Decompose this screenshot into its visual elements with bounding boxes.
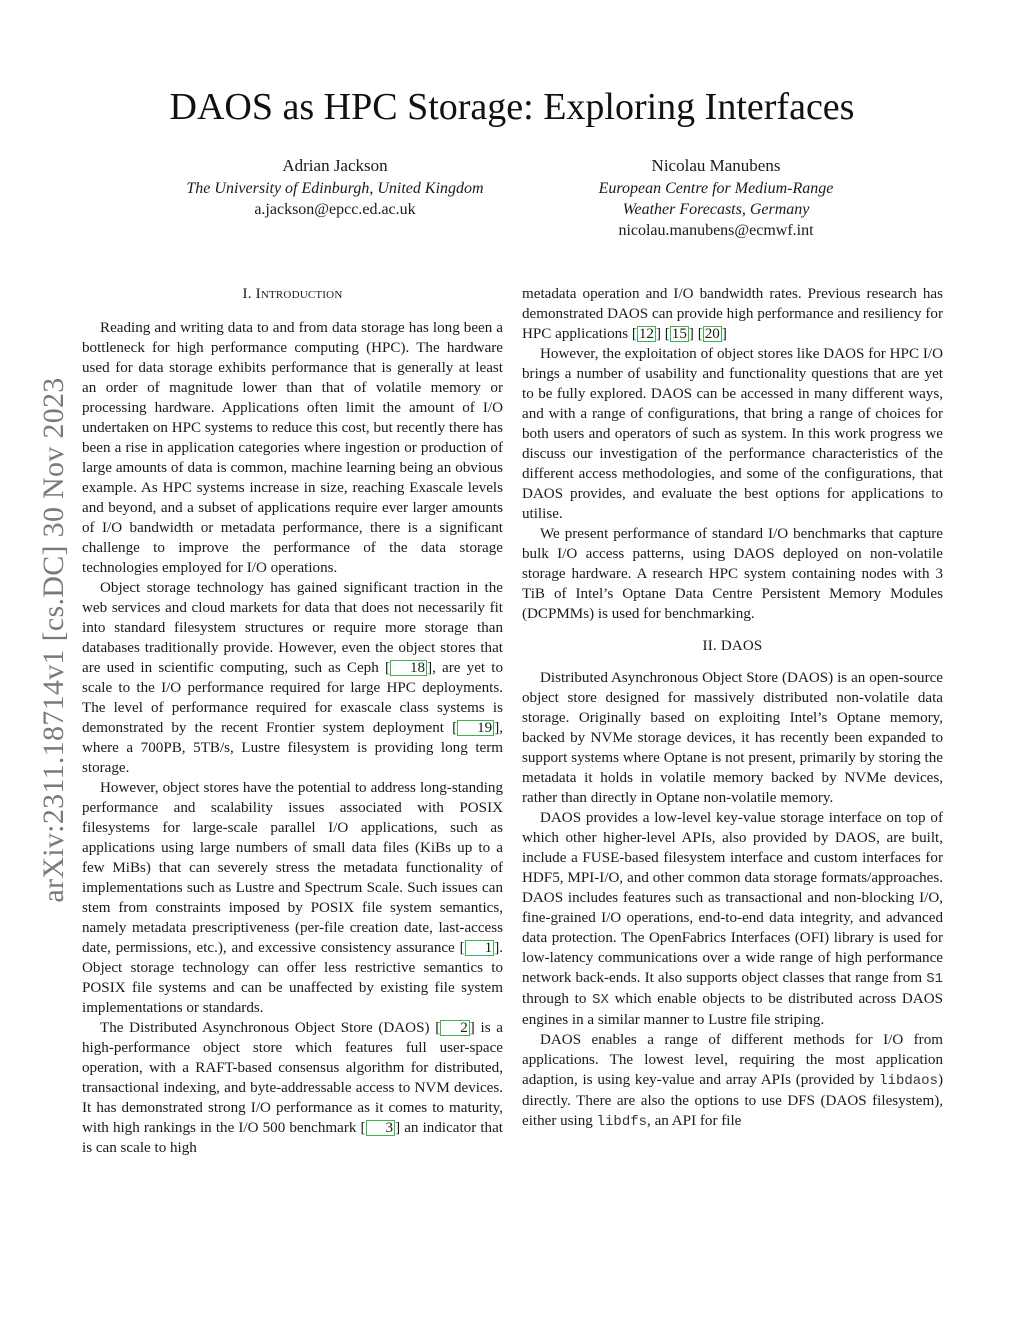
citation-link[interactable]: 20 [704, 326, 720, 342]
author-name: Adrian Jackson [282, 156, 388, 175]
paragraph: DAOS provides a low-level key-value storage interface on top of which other higher-level APIs, also provided by DAOS, are built, include a FUSE-based filesystem interface and custom interfaces for HDF5, MPI-I/O, and other common data storage formats/approaches. DAOS includes features such as transactional and non-blocking I/O, fine-grained I/O operations, end-to-end data integrity, and advanced data protection. The OpenFabrics Interfaces (OFI) library is used for low-latency communications over a wide range of high performance network back-ends. It also supports object classes that range from S1 through to SX which enable objects to be distributed across DAOS engines in a similar manner to Lustre file striping. [522, 810, 944, 1028]
author-name: Nicolau Manubens [651, 156, 781, 175]
paragraph: The Distributed Asynchronous Object Store (DAOS) [ 2 ] is a high-performance object store which features full user-space operation, with a RAFT-based consensus algorithm for distributed, transactional indexing, and byte-addressable access to NVM devices. It has demonstrated strong I/O performance as it comes to maturity, with high rankings in the I/O 500 benchmark [ 3 ] an indicator that is can scale to high [82, 1020, 503, 1156]
author-email: nicolau.manubens@ecmwf.int [618, 222, 814, 239]
section-heading-introduction [82, 284, 503, 304]
paragraph: However, object stores have the potential to address long-standing performance and scalability issues associated with POSIX filesystems for large-scale parallel I/O applications, such as applications using large numbers of small data files (KiBs up to a few MiBs) that can severely stress the metadata functionality of implementations such as Lustre and Spectrum Scale. Such issues can stem from constraints imposed by POSIX file system semantics, namely metadata prescriptiveness (per-file creation date, last-access date, permissions, etc.), and excessive consistency assurance [ 1 ]. Object storage technology can offer less restrictive semantics to POSIX file systems and can be unaffected by existing file system implementations or standards. [82, 780, 503, 1016]
code-literal: libdaos [879, 1073, 938, 1089]
author-affiliation: Weather Forecasts, Germany [622, 201, 810, 218]
paper-title: DAOS as HPC Storage: Exploring Interfaces [169, 86, 855, 128]
right-column [522, 284, 943, 1132]
citation-link[interactable]: 18 [390, 660, 427, 676]
paragraph: Distributed Asynchronous Object Store (DAOS) is an open-source object store designed for massively distributed non-volatile data storage. Originally based on exploiting Intel’s Optane memory, backed by NVMe storage devices, it has recently been expanded to support systems where Optane is not present, primarily by storing the metadata it holds in volatile memory backed by NVMe devices, rather than directly in Optane non-volatile memory. [522, 670, 943, 806]
code-literal: SX [592, 992, 609, 1008]
left-column [82, 284, 503, 1158]
section-heading-daos: II. DAOS [702, 638, 763, 654]
citation-link[interactable]: 2 [440, 1020, 470, 1036]
author-block-1 [145, 155, 525, 220]
author-affiliation: European Centre for Medium-Range [598, 180, 834, 197]
paragraph: Object storage technology has gained significant traction in the web services and cloud markets for data that does not necessarily fit into standard filesystem structures or require more storage than databases traditionally provide. However, even the object stores that are used in scientific computing, such as Ceph [ 18 ], are yet to scale to the I/O performance required for large HPC deployments. The level of performance required for exascale class systems is demonstrated by the recent Frontier system deployment [ 19 ], where a 700PB, 5TB/s, Lustre filesystem is providing long term storage. [82, 580, 503, 776]
author-email: a.jackson@epcc.ed.ac.uk [254, 201, 416, 218]
author-block-2 [526, 155, 906, 241]
section-title: Introduction [255, 286, 343, 302]
paragraph: metadata operation and I/O bandwidth rates. Previous research has demonstrated DAOS can provide high performance and resiliency for HPC applications [ 12 ] [ 15 ] [ 20 ] [522, 286, 943, 342]
paragraph: However, the exploitation of object stores like DAOS for HPC I/O brings a number of usability and functionality questions that are yet to be fully explored. DAOS can be accessed in many different ways, and with a range of configurations, that bring a range of choices for both users and operators of such as system. In this work progress we discuss our investigation of the performance characteristics of the different access methodologies, and some of the configurations, that DAOS provides, and evaluate the best options for applications to utilise. [522, 346, 943, 522]
author-affiliation: The University of Edinburgh, United Kingdom [186, 180, 484, 197]
section-numeral: I. [242, 286, 256, 302]
paragraph: Reading and writing data to and from data storage has long been a bottleneck for high performance computing (HPC). The hardware used for data storage exhibits performance that is generally at least an order of magnitude lower than that of volatile memory or processing hardware. Applications often limit the amount of I/O undertaken on HPC systems to reduce this cost, but recently there has been a rise in application categories where ingestion or production of large amounts of data is common, machine learning being an obvious example. As HPC systems increase in size, reaching Exascale levels and beyond, and a subset of applications require ever larger amounts of I/O bandwidth or metadata performance, there is a significant challenge to improve the performance of the data storage technologies employed for I/O operations. [82, 320, 503, 576]
paragraph: We present performance of standard I/O benchmarks that capture bulk I/O access patterns, using DAOS deployed on non-volatile storage hardware. A research HPC system containing nodes with 3 TiB of Intel’s Optane Data Centre Persistent Memory Modules (DCPMMs) is used for benchmarking. [522, 526, 943, 622]
code-literal: S1 [926, 971, 943, 987]
arxiv-identifier: arXiv:2311.18714v1 [cs.DC] 30 Nov 2023 [37, 377, 70, 903]
citation-link[interactable]: 15 [671, 326, 687, 342]
citation-link[interactable]: 19 [457, 720, 494, 736]
code-literal: libdfs [596, 1114, 648, 1130]
paragraph: DAOS enables a range of different methods for I/O from applications. The lowest level, requiring the most application adaption, is using key-value and array APIs (provided by libdaos) directly. There are also the options to use DFS (DAOS filesystem), either using libdfs, an API for file [522, 1032, 943, 1130]
citation-link[interactable]: 12 [638, 326, 654, 342]
citation-link[interactable]: 1 [465, 940, 495, 956]
citation-link[interactable]: 3 [366, 1120, 396, 1136]
